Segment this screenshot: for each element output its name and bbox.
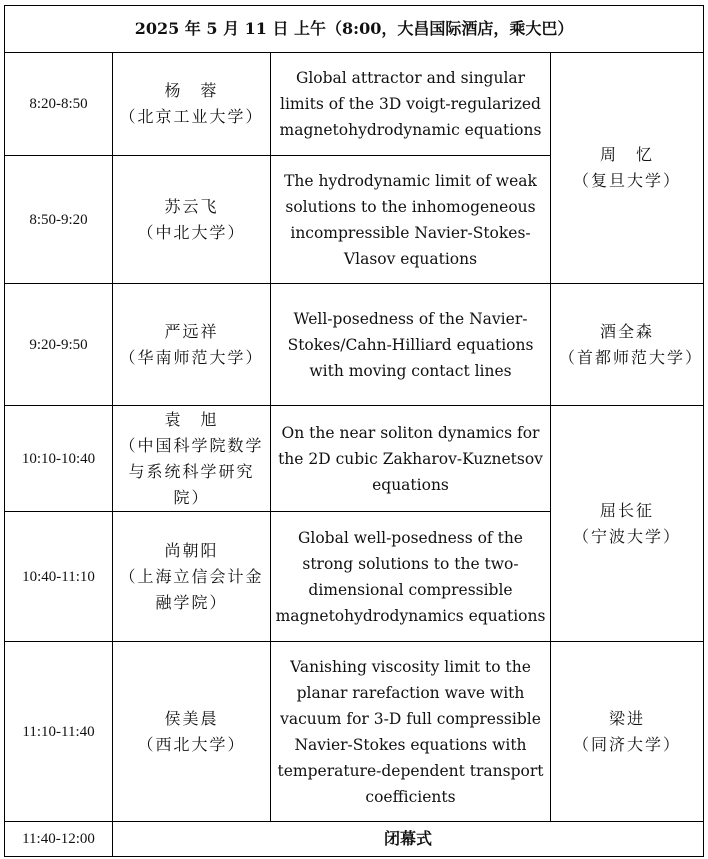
chair-name: 屈长征 [600,500,655,520]
speaker-name: 杨 蓉 [164,81,219,100]
session-time: 8:20-8:50 [5,53,113,156]
speaker-affiliation: （中北大学） [137,222,246,242]
talk-title: Vanishing viscosity limit to the planar rarefaction wave with vacuum for 3-D full compressible Navier-Stokes equations with temperature-dependent transport coefficients [271,642,551,822]
header-row [5,6,704,53]
speaker-cell [113,53,271,156]
speaker-name: 严远祥 [164,321,219,341]
chair-name: 梁进 [609,708,646,728]
chair-cell [551,284,704,406]
table-row [5,284,704,406]
talk-title: On the near soliton dynamics for the 2D cubic Zakharov-Kuznetsov equations [271,406,551,512]
speaker-name: 袁 旭 [164,409,219,429]
speaker-affiliation: （华南师范大学） [119,347,264,367]
session-time: 9:20-9:50 [5,284,113,406]
talk-title: Global well-posedness of the strong solutions to the two-dimensional compressible magnetohydrodynamics equations [271,512,551,642]
speaker-cell [113,284,271,406]
closing-label: 闭幕式 [113,822,704,857]
session-time: 11:10-11:40 [5,642,113,822]
speaker-name: 尚朝阳 [164,540,219,560]
speaker-affiliation: （上海立信会计金融学院） [119,566,264,612]
talk-title: The hydrodynamic limit of weak solutions to the inhomogeneous incompressible Navier-Stokes-Vlasov equations [271,156,551,284]
closing-time: 11:40-12:00 [5,822,113,857]
closing-row [5,822,704,857]
session-time: 8:50-9:20 [5,156,113,284]
talk-title: Global attractor and singular limits of the 3D voigt-regularized magnetohydrodynamic equations [271,53,551,156]
chair-affiliation: （宁波大学） [573,526,682,546]
schedule-table [4,5,704,857]
session-header: 2025 年 5 月 11 日 上午（8:00，大昌国际酒店，乘大巴） [5,6,704,53]
chair-name: 酒全森 [600,321,655,341]
speaker-affiliation: （中国科学院数学与系统科学研究院） [119,435,264,507]
session-time: 10:10-10:40 [5,406,113,512]
speaker-cell [113,512,271,642]
chair-cell [551,406,704,642]
table-row [5,53,704,156]
table-row [5,642,704,822]
speaker-name: 侯美晨 [164,708,219,728]
chair-cell [551,53,704,284]
speaker-cell [113,642,271,822]
speaker-cell [113,406,271,512]
talk-title: Well-posedness of the Navier-Stokes/Cahn-Hilliard equations with moving contact lines [271,284,551,406]
speaker-affiliation: （西北大学） [137,734,246,754]
chair-name: 周 忆 [600,145,655,164]
table-row [5,406,704,512]
chair-cell [551,642,704,822]
chair-affiliation: （首都师范大学） [559,347,704,367]
chair-affiliation: （同济大学） [573,734,682,754]
speaker-affiliation: （北京工业大学） [119,107,264,126]
speaker-cell [113,156,271,284]
chair-affiliation: （复旦大学） [573,171,682,190]
speaker-name: 苏云飞 [164,196,219,216]
session-time: 10:40-11:10 [5,512,113,642]
